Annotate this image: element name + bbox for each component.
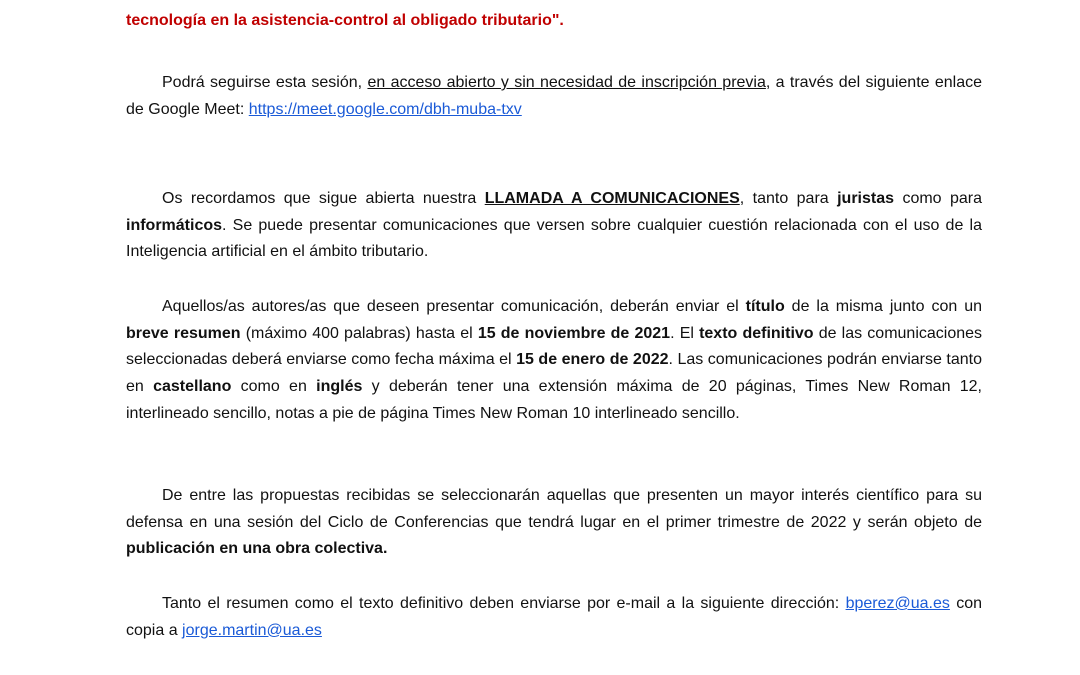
text-segment: Aquellos/as autores/as que deseen presentar comunicación, deberán enviar el (162, 298, 746, 315)
text-segment: , a través del siguiente enlace de Google Meet: (126, 74, 983, 118)
session-title-continuation: tecnología en la asistencia-control al obligado tributario". (126, 12, 564, 29)
paragraph-contact (126, 591, 982, 644)
text-segment: y deberán tener una extensión máxima de 20 páginas, Times New Roman 12, interlineado sencillo, notas a pie de página Times New Roman 10 interlineado sencillo. (126, 378, 983, 422)
text-segment: como en (231, 378, 317, 396)
text-segment: de las comunicaciones seleccionadas deberá enviarse como fecha máxima el (126, 324, 983, 369)
bold-informaticos: informáticos (126, 216, 223, 234)
google-meet-link[interactable]: https://meet.google.com/dbh-muba-txv (248, 100, 522, 118)
text-segment: con copia a (126, 595, 983, 639)
text-segment: De entre las propuestas recibidas se seleccionarán aquellas que presenten un mayor interés científico para su defensa en una sesión del Ciclo de Conferencias que tendrá lugar en el primer trimestre de 2022 y serán objeto de (126, 487, 982, 531)
bold-castellano: castellano (153, 378, 232, 396)
paragraph-access-info (126, 70, 982, 123)
text-segment: de la misma junto con un (784, 298, 982, 315)
open-access-underlined: en acceso abierto y sin necesidad de inscripción previa (367, 74, 766, 91)
call-for-papers-heading: LLAMADA A COMUNICACIONES (484, 190, 740, 207)
text-segment: Tanto el resumen como el texto definitivo deben enviarse por e-mail a la siguiente dirección: (162, 595, 846, 612)
paragraph-call-for-papers (126, 186, 982, 266)
text-segment: , tanto para (739, 190, 838, 207)
text-segment: Podrá seguirse esta sesión, (162, 74, 368, 91)
email-link-bperez[interactable]: bperez@ua.es (845, 595, 950, 612)
paragraph-selection (126, 483, 982, 563)
bold-juristas: juristas (837, 190, 895, 207)
bold-publicacion: publicación en una obra colectiva. (126, 540, 388, 558)
bold-texto-definitivo: texto definitivo (699, 324, 814, 342)
bold-ingles: inglés (316, 378, 363, 396)
text-segment: como para (894, 190, 983, 207)
text-segment: (máximo 400 palabras) hasta el (240, 324, 478, 342)
bold-deadline-abstract: 15 de noviembre de 2021 (477, 324, 671, 342)
text-segment: . Se puede presentar comunicaciones que versen sobre cualquier cuestión relacionada con el uso de la Inteligencia artificial en el ámbito tributario. (126, 216, 982, 261)
bold-breve-resumen: breve resumen (126, 324, 241, 342)
text-segment: . El (670, 324, 700, 342)
bold-deadline-final: 15 de enero de 2022 (516, 351, 669, 369)
paragraph-submission-rules (126, 294, 982, 428)
text-segment: . Las comunicaciones podrán enviarse tanto en (126, 351, 982, 396)
text-segment: Os recordamos que sigue abierta nuestra (162, 190, 485, 207)
bold-titulo: título (745, 298, 785, 315)
email-link-jorge-martin[interactable]: jorge.martin@ua.es (182, 621, 322, 639)
